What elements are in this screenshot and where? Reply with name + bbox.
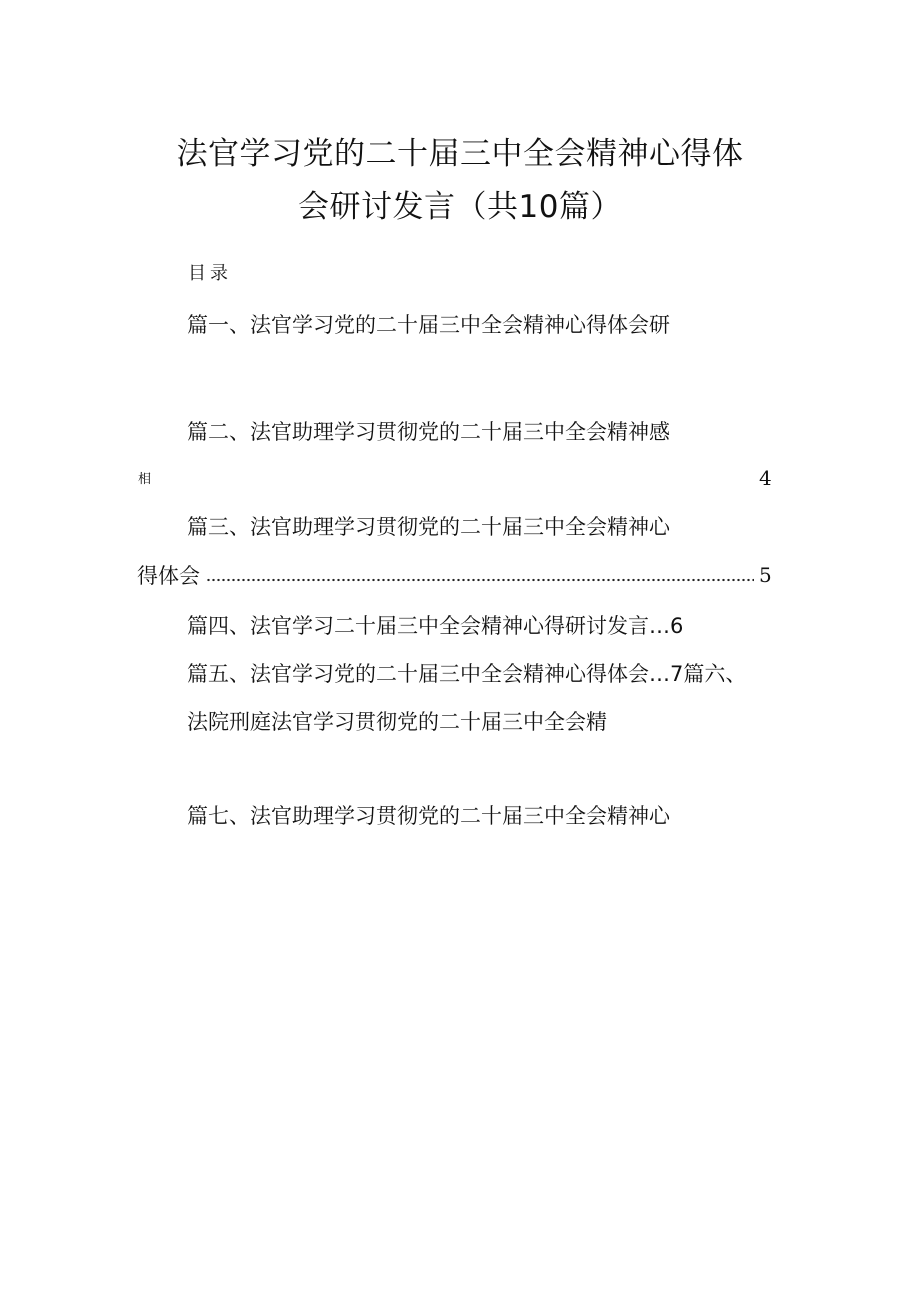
- toc-entry-2[interactable]: 篇二、法官助理学习贯彻党的二十届三中全会精神感: [187, 420, 670, 444]
- toc-entry-4[interactable]: 篇四、法官学习二十届三中全会精神心得研讨发言…6: [187, 614, 684, 638]
- toc-entry-7[interactable]: 篇七、法官助理学习贯彻党的二十届三中全会精神心: [187, 804, 670, 828]
- toc-entry-2-continuation: 相: [138, 472, 152, 487]
- toc-heading: 目录: [188, 263, 232, 284]
- toc-entry-3-page-number: 5: [759, 563, 772, 587]
- toc-entry-3-dot-leader: [206, 578, 754, 582]
- toc-entry-5-continuation: 法院刑庭法官学习贯彻党的二十届三中全会精: [187, 710, 607, 734]
- toc-entry-3[interactable]: 篇三、法官助理学习贯彻党的二十届三中全会精神心: [187, 515, 670, 539]
- toc-entry-5[interactable]: 篇五、法官学习党的二十届三中全会精神心得体会…7篇六、: [187, 662, 747, 686]
- toc-entry-2-page-number: 4: [759, 466, 772, 490]
- toc-entry-3-continuation: 得体会: [137, 564, 200, 588]
- toc-entry-1[interactable]: 篇一、法官学习党的二十届三中全会精神心得体会研: [187, 313, 670, 337]
- document-title-line-1: 法官学习党的二十届三中全会精神心得体: [176, 136, 744, 172]
- document-title-line-2: 会研讨发言（共10篇）: [298, 189, 622, 225]
